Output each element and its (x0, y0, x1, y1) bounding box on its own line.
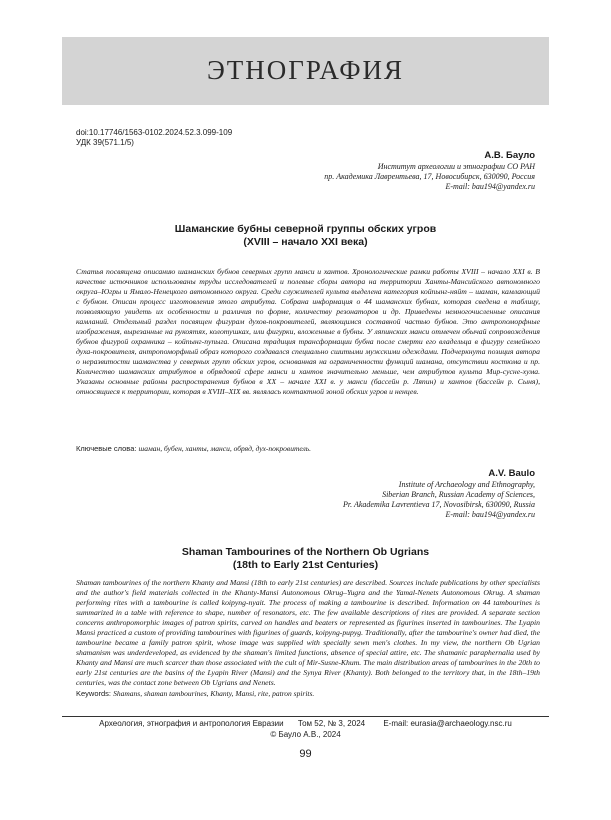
author-name-ru: А.В. Бауло (484, 150, 535, 161)
copyright: © Бауло А.В., 2024 (270, 730, 341, 739)
footer-divider (62, 716, 549, 717)
journal-name: Археология, этнография и антропология Евразии (99, 719, 284, 728)
journal-volume: Том 52, № 3, 2024 (297, 719, 366, 728)
title-line: Shaman Tambourines of the Northern Ob Ugrians (181, 546, 430, 558)
udk: УДК 39(571.1/5) (76, 138, 134, 147)
keywords-label: Ключевые слова: (76, 444, 137, 453)
article-title-en (76, 546, 535, 572)
author-email: E-mail: bau194@yandex.ru (445, 510, 535, 519)
title-line: (18th to Early 21st Centuries) (232, 559, 379, 571)
keywords-label: Keywords: (76, 689, 112, 698)
page-number: 99 (299, 748, 312, 760)
title-line: (XVIII – начало XXI века) (243, 236, 368, 248)
author-email: E-mail: bau194@yandex.ru (445, 182, 535, 191)
author-name-en: A.V. Baulo (488, 468, 535, 479)
section-title: ЭТНОГРАФИЯ (206, 55, 405, 85)
article-title-ru (76, 223, 535, 249)
keywords-list: шаман, бубен, ханты, манси, обряд, дух-покровитель. (138, 444, 312, 453)
doi: doi:10.17746/1563-0102.2024.52.3.099-109 (76, 128, 233, 137)
keywords-en (76, 689, 540, 699)
affiliation-line: пр. Академика Лаврентьева, 17, Новосибирск, 630090, Россия (324, 172, 535, 181)
affiliation-line: Pr. Akademika Lavrentieva 17, Novosibirsk, 630090, Russia (343, 500, 535, 509)
affiliation-line: Siberian Branch, Russian Academy of Sciences, (382, 490, 535, 499)
author-block-ru (324, 150, 535, 192)
affiliation-line: Institute of Archaeology and Ethnography, (398, 480, 535, 489)
abstract-ru: Статья посвящена описанию шаманских бубнов северных групп манси и хантов. Хронологические рамки работы XVIII – начало XXI в. В качестве источников использованы труды исследователей и полевые сборы автора на территории Ханты-Мансийского автономного округа–Югры и Ямало-Ненецкого автономного округа. Среди служителей культа выделена категория койпынг-няйт – шаман, камлающий с бубном. Описан процесс изготовления этого атрибута. Собрана информация о 44 шаманских бубнах, которая сведена в таблицу, позволяющую увидеть их особенности и различия по форме, количеству резонаторов и др. Приведены немногочисленные описания камланий. Отдельный раздел посвящен фигурам духов-покровителей, являющимся составной частью бубнов. Это антропоморфные изображения, вырезанные на рукоятях, колотушках, или фигурки, вложенные в бубны. У ляпинских манси отмечен обычай сопровождения бубнов фигурой охранника – койпынг-пупыга. Описана традиция трансформации бубна после смерти его владельца в фигуру семейного духа-покровителя, антропоморфный образ которого создавался специально сшитыми мужскими одеждами. Подчеркнута позиция автора о неразвитости шаманства у северных групп обских угров, основанная на ограниченности функций шамана, отсутствии костюма и пр. Количество шаманских атрибутов в обрядовой сфере манси и хантов значительно меньше, чем атрибутов культа Мир-сусне-хума. Указаны основные районы распространения бубнов в XX – начале XXI в. у манси (бассейн р. Ляпин) и хантов (бассейн р. Сыня), относящиеся к территории, которая в XVIII–XIX вв. являлась контактной зоной обских угров и ненцев. (76, 267, 540, 396)
author-block-en (343, 468, 535, 520)
keywords-list: Shamans, shaman tambourines, Khanty, Mansi, rite, patron spirits. (113, 689, 315, 698)
journal-email: E-mail: eurasia@archaeology.nsc.ru (383, 719, 512, 728)
abstract-en: Shaman tambourines of the northern Khanty and Mansi (18th to early 21st centuries) are described. Sources include publications by other specialists and the author's field materials collected in the Khanty-Mansi Autonomous Okrug–Yugra and the Yamal-Nenets Autonomous Okrug. A shaman performing rites with a tambourine is called koipyng-nyait. The process of making a tambourine is described. Information on 44 tambourines is summarized in a table with reference to shape, number of resonators, etc. The few available descriptions of rites are provided. A separate section concerns anthropomorphic images of patron spirits, carved on handles and beaters or represented as figurines inserted in tambourines. The Lyapin Mansi practiced a custom of providing tambourines with figurines of guards, koipyng-pupyg. Traditionally, after the tambourine's owner had died, the tambourine became a family patron spirit, whose image was supplied with specially sewn men's clothes. In my view, the northern Ob Ugrian shamanism was underdeveloped, as evidenced by the shaman's limited functions, absence of special attire, etc. The shamanic paraphernalia used by Khanty and Mansi are much scarcer than those associated with the cult of Mir-Susne-Khum. The main distribution areas of tambourines in the 20th to early 21st centuries are the basins of the Lyapin River (Mansi) and the Synya River (Khanty). Both belonged to the territory that, in the 18th–19th centuries, was the contact zone between Ob Ugrians and Nenets. (76, 578, 540, 687)
journal-footer (62, 718, 549, 729)
affiliation-line: Институт археологии и этнографии СО РАН (377, 162, 535, 171)
keywords-ru (76, 444, 540, 454)
section-banner (62, 37, 549, 105)
title-line: Шаманские бубны северной группы обских угров (174, 223, 437, 235)
